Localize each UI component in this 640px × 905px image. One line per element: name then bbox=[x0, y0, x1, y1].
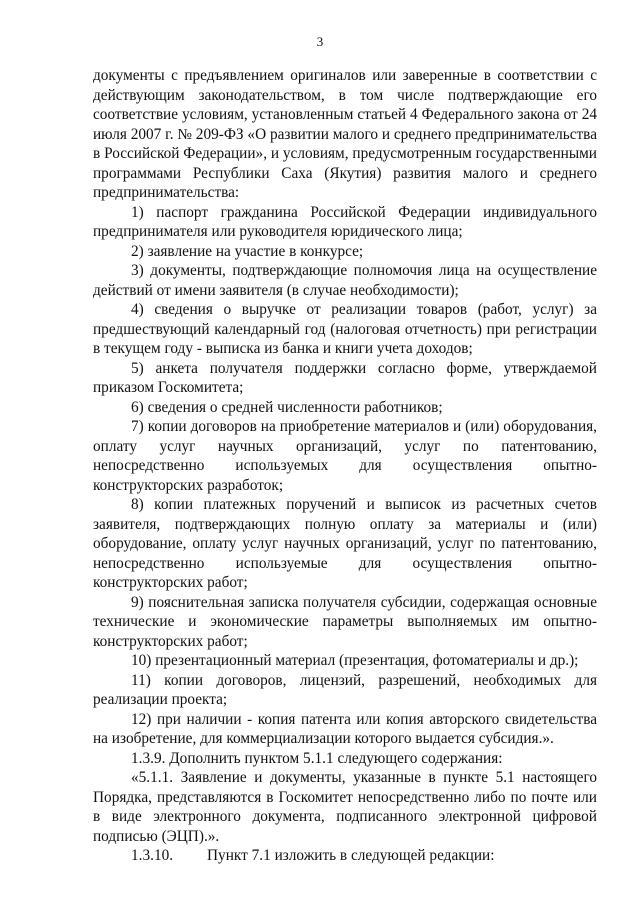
page-number: 3 bbox=[316, 34, 324, 49]
clause-number: 1.3.10. bbox=[131, 847, 174, 864]
clause-text: Пункт 7.1 изложить в следующей редакции: bbox=[207, 847, 495, 864]
list-item-2: 2) заявление на участие в конкурсе; bbox=[131, 242, 364, 260]
clause-1-3-9: 1.3.9. Дополнить пунктом 5.1.1 следующего содержания: bbox=[131, 749, 503, 767]
list-item-1: 1) паспорт гражданина Российской Федерации индивидуального предпринимателя или руководителя юридического лица; bbox=[93, 203, 597, 240]
list-item-3: 3) документы, подтверждающие полномочия лица на осуществление действий от имени заявителя (в случае необходимости); bbox=[93, 262, 597, 299]
paragraph-intro: документы с предъявлением оригиналов или заверенные в соответствии с действующим законодательством, в том числе подтверждающие его соответствие условиям, установленным статьей 4 Федерального закона от 24 июля 2007 г. № 209-ФЗ «О развитии малого и среднего предпринимательства в Российской Федерации», и условиям, предусмотренным государственными программами Республики Саха (Якутия) развития малого и среднего предпринимательства: bbox=[93, 67, 597, 201]
list-item-5: 5) анкета получателя поддержки согласно форме, утверждаемой приказом Госкомитета; bbox=[93, 359, 597, 396]
list-item-11: 11) копии договоров, лицензий, разрешений, необходимых для реализации проекта; bbox=[93, 671, 597, 708]
list-item-10: 10) презентационный материал (презентация, фотоматериалы и др.); bbox=[131, 652, 579, 669]
clause-1-3-10 bbox=[93, 846, 597, 866]
document-body bbox=[93, 66, 597, 866]
list-item-8: 8) копии платежных поручений и выписок из расчетных счетов заявителя, подтверждающих полную оплату за материалы и (или) оборудование, оплату услуг научных организаций, услуг по патентованию, непосредственно используемые для осуществления опытно-конструкторских работ; bbox=[93, 496, 597, 591]
list-item-4: 4) сведения о выручке от реализации товаров (работ, услуг) за предшествующий календарный год (налоговая отчетность) при регистрации в текущем году - выписка из банка и книги учета доходов; bbox=[93, 301, 597, 357]
list-item-7: 7) копии договоров на приобретение материалов и (или) оборудования, оплату услуг научных организаций, услуг по патентованию, непосредственно используемых для осуществления опытно-конструкторских разработок; bbox=[93, 418, 597, 494]
list-item-9: 9) пояснительная записка получателя субсидии, содержащая основные технические и экономические параметры выполняемых им опытно-конструкторских работ; bbox=[93, 593, 597, 650]
clause-5-1-1-quote: «5.1.1. Заявление и документы, указанные в пункте 5.1 настоящего Порядка, представляются в Госкомитет непосредственно либо по почте или в виде электронного документа, подписанного электронной цифровой подписью (ЭЦП).». bbox=[93, 769, 597, 845]
list-item-6: 6) сведения о средней численности работников; bbox=[131, 398, 443, 416]
list-item-12: 12) при наличии - копия патента или копия авторского свидетельства на изобретение, для коммерциализации которого выдается субсидия.». bbox=[93, 710, 597, 747]
